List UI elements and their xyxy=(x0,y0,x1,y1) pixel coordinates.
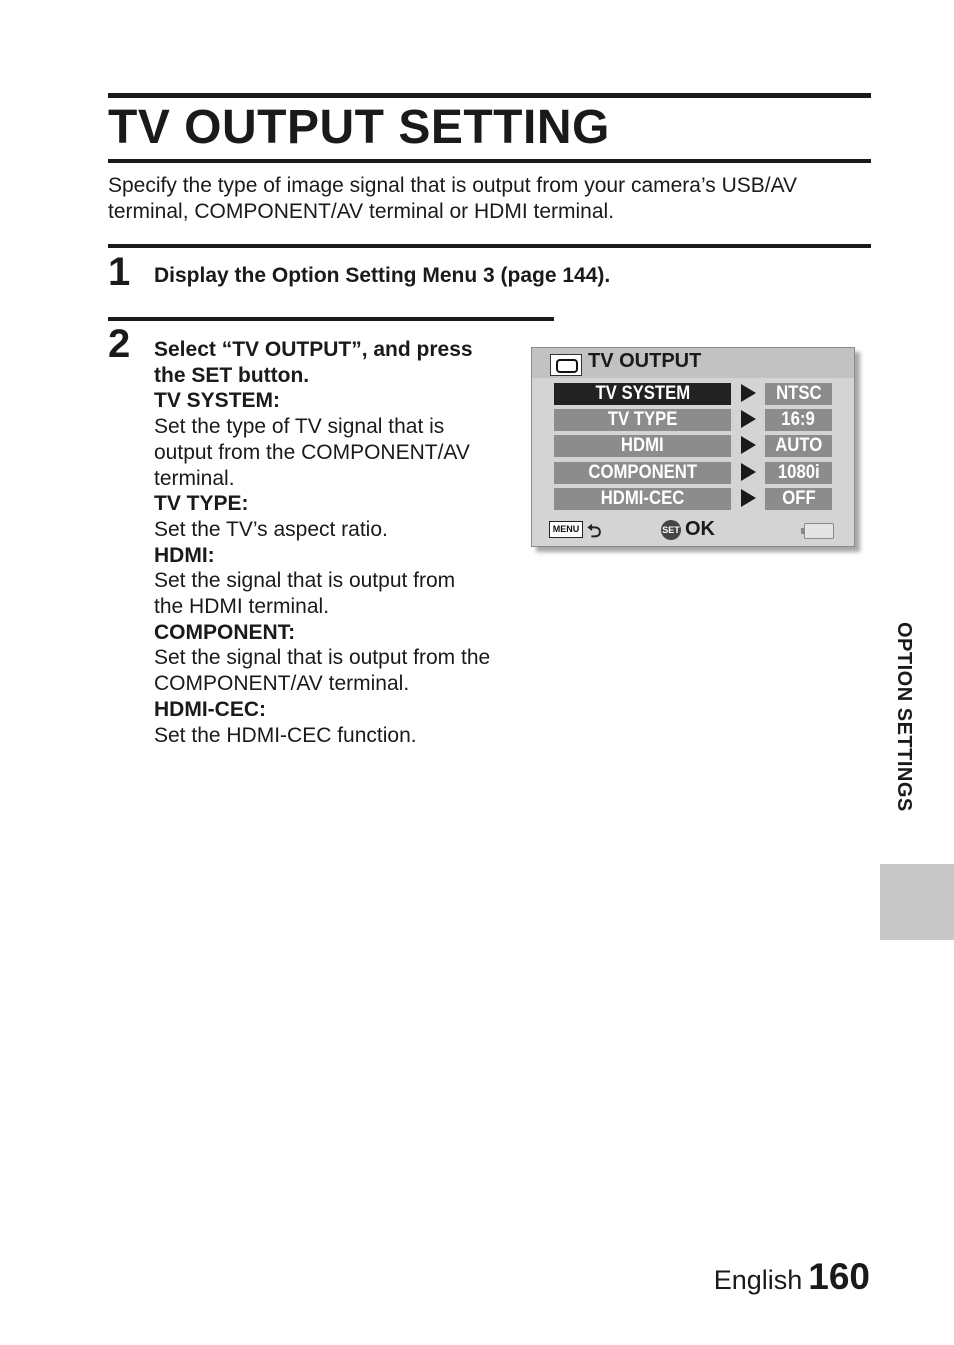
hdmi-heading: HDMI: xyxy=(154,543,215,567)
menu-item-value: 16:9 xyxy=(765,409,832,431)
page-title: TV OUTPUT SETTING xyxy=(108,101,610,154)
menu-item-value: NTSC xyxy=(765,383,832,405)
section-side-tab xyxy=(880,864,954,940)
section-side-label: OPTION SETTINGS xyxy=(893,622,915,812)
return-icon[interactable]: ⮌ xyxy=(587,521,602,541)
hdmi-desc: Set the signal that is output from xyxy=(154,569,456,593)
menu-item-label: TV SYSTEM xyxy=(554,383,731,405)
tv-type-desc: Set the TV’s aspect ratio. xyxy=(154,517,388,541)
footer-language: English xyxy=(713,1265,803,1295)
menu-item-tv-type[interactable] xyxy=(554,408,834,434)
page-footer xyxy=(714,1256,870,1298)
right-arrow-icon xyxy=(741,410,756,428)
menu-item-tv-system[interactable] xyxy=(554,382,834,408)
menu-item-component[interactable] xyxy=(554,461,834,487)
step1-rule xyxy=(108,244,871,248)
menu-item-hdmi-cec[interactable] xyxy=(554,487,834,513)
menu-item-label: HDMI xyxy=(554,435,731,457)
title-top-rule xyxy=(108,93,871,98)
screen-header xyxy=(532,348,854,378)
menu-item-value: AUTO xyxy=(765,435,832,457)
set-icon[interactable]: SET xyxy=(661,520,681,540)
page-number: 160 xyxy=(808,1256,870,1297)
menu-item-value: 1080i xyxy=(765,462,832,484)
menu-list xyxy=(554,382,834,513)
step2-text xyxy=(154,337,524,748)
menu-item-label: COMPONENT xyxy=(554,462,731,484)
tv-system-desc: Set the type of TV signal that is xyxy=(154,415,445,439)
component-desc: Set the signal that is output from the xyxy=(154,646,491,670)
step2-number: 2 xyxy=(108,322,131,366)
tv-system-heading: TV SYSTEM: xyxy=(154,389,281,413)
menu-icon[interactable]: MENU xyxy=(549,521,583,538)
menu-item-hdmi[interactable] xyxy=(554,434,834,460)
ok-label: OK xyxy=(685,518,715,540)
step1-text: Display the Option Setting Menu 3 (page 144). xyxy=(154,264,611,287)
hdmi-cec-heading: HDMI-CEC: xyxy=(154,697,266,721)
intro-paragraph: Specify the type of image signal that is output from your camera’s USB/AV terminal, COMPONENT/AV terminal or HDMI terminal. xyxy=(108,174,798,223)
menu-item-label: TV TYPE xyxy=(554,409,731,431)
component-heading: COMPONENT: xyxy=(154,620,296,644)
tv-icon xyxy=(550,354,582,376)
tv-system-desc: output from the COMPONENT/AV xyxy=(154,440,470,464)
right-arrow-icon xyxy=(741,436,756,454)
camera-menu-screen xyxy=(531,347,855,547)
component-desc: COMPONENT/AV terminal. xyxy=(154,672,410,696)
step2-instruction-line2: the SET button. xyxy=(154,363,310,387)
right-arrow-icon xyxy=(741,463,756,481)
screen-footer xyxy=(532,516,854,546)
hdmi-desc: the HDMI terminal. xyxy=(154,595,330,619)
tv-system-desc: terminal. xyxy=(154,466,235,490)
right-arrow-icon xyxy=(741,489,756,507)
screen-title: TV OUTPUT xyxy=(588,350,702,372)
hdmi-cec-desc: Set the HDMI-CEC function. xyxy=(154,723,417,747)
right-arrow-icon xyxy=(741,384,756,402)
menu-item-value: OFF xyxy=(765,488,832,510)
step2-rule xyxy=(108,317,554,321)
battery-icon xyxy=(804,523,834,539)
tv-type-heading: TV TYPE: xyxy=(154,492,249,516)
step2-instruction-line1: Select “TV OUTPUT”, and press xyxy=(154,338,473,361)
menu-item-label: HDMI-CEC xyxy=(554,488,731,510)
step1-number: 1 xyxy=(108,250,131,294)
title-bottom-rule xyxy=(108,159,871,163)
